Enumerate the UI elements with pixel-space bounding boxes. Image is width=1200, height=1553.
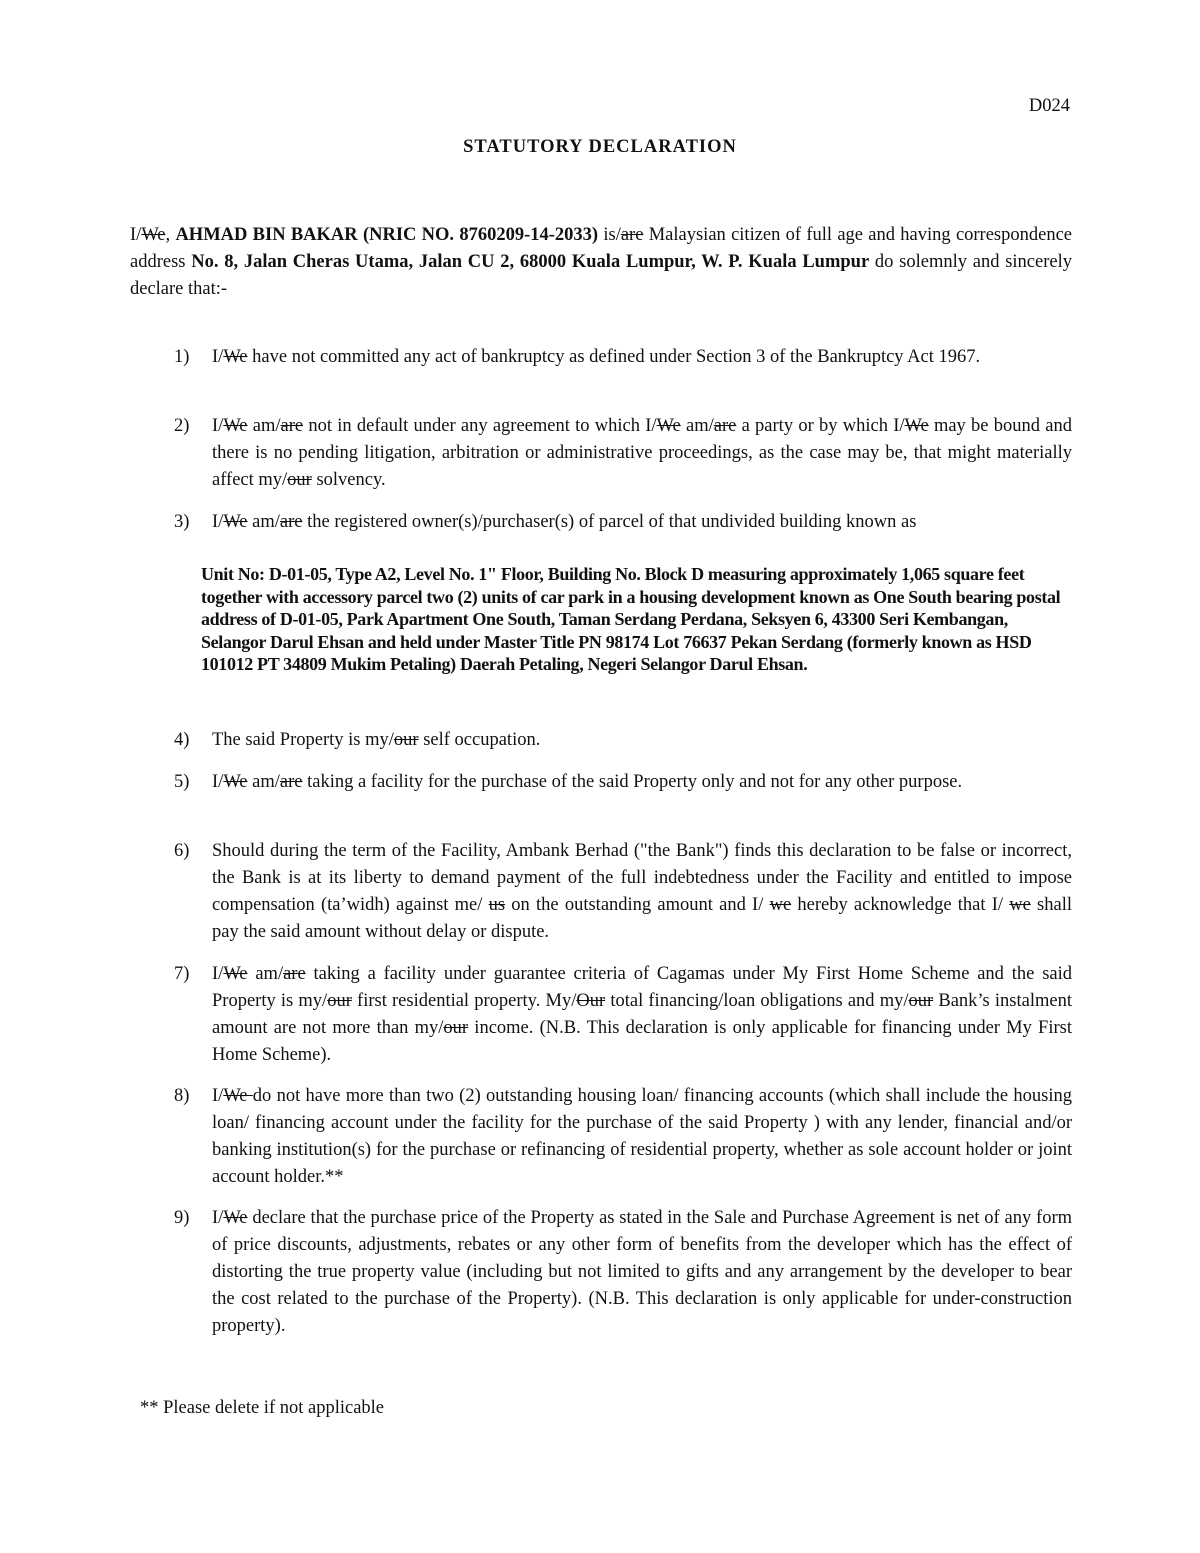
struck-option: our	[327, 991, 352, 1011]
item-text: The said Property is my/	[212, 730, 394, 750]
item-text: I/	[212, 964, 224, 984]
struck-option: Our	[576, 991, 606, 1011]
struck-option: are	[279, 512, 303, 532]
struck-option: we	[769, 895, 792, 915]
intro-paragraph	[130, 222, 1072, 303]
struck-option: We	[223, 347, 248, 367]
declaration-item-3	[130, 509, 1072, 536]
item-text: hereby acknowledge that I/	[791, 895, 1010, 915]
declaration-item-6	[130, 838, 1072, 946]
item-text: I/	[212, 772, 224, 792]
item-text: am/	[247, 416, 281, 436]
struck-option: We	[223, 772, 248, 792]
item-text: Should during the term of the Facility, Ambank Berhad ("the Bank") finds this declaration to be false or incorrect, the Bank is at its liberty to demand payment of the full indebtedness under the Facility and entitled to impose compensation (ta’widh) against me/	[212, 841, 1072, 915]
intro-text: Malaysian citizen of full age and having correspondence address	[130, 225, 1073, 272]
struck-option: our	[287, 470, 312, 490]
document-code: D024	[1028, 96, 1070, 116]
intro-text: do solemnly and sincerely declare that:-	[130, 252, 1072, 299]
item-number: 8)	[174, 1086, 190, 1106]
item-text: I/	[212, 1208, 224, 1228]
declaration-item-4	[130, 727, 1072, 754]
struck-option: are	[280, 416, 304, 436]
declaration-item-5	[130, 769, 1072, 796]
struck-option: are	[620, 225, 644, 245]
struck-option: are	[713, 416, 737, 436]
struck-option: We	[223, 1086, 253, 1106]
struck-option: We	[223, 1208, 248, 1228]
struck-option: our	[908, 991, 934, 1011]
struck-option: We	[656, 416, 681, 436]
struck-option: We	[223, 964, 248, 984]
item-text: income. (N.B. This declaration is only applicable for financing under My First Home Scheme).	[212, 1018, 1072, 1065]
declaration-item-2	[130, 413, 1072, 494]
item-text: shall pay the said amount without delay or dispute.	[212, 895, 1072, 942]
item-text: on the outstanding amount and I/	[505, 895, 770, 915]
footnote: ** Please delete if not applicable	[140, 1398, 385, 1418]
correspondence-address: No. 8, Jalan Cheras Utama, Jalan CU 2, 68000 Kuala Lumpur, W. P. Kuala Lumpur	[191, 252, 870, 272]
item-text: I/	[212, 1086, 224, 1106]
declarant-name: AHMAD BIN BAKAR (NRIC NO. 8760209-14-2033)	[175, 225, 599, 245]
struck-option: are	[279, 772, 303, 792]
item-text: the registered owner(s)/purchaser(s) of parcel of that undivided building known as	[302, 512, 917, 532]
item-number: 3)	[174, 512, 190, 532]
item-text: am/	[680, 416, 714, 436]
item-text: have not committed any act of bankruptcy as defined under Section 3 of the Bankruptcy Act 1967.	[247, 347, 981, 367]
declaration-item-1	[130, 344, 1072, 371]
item-text: solvency.	[311, 470, 386, 490]
item-text: am/	[247, 772, 280, 792]
document-title: STATUTORY DECLARATION	[463, 137, 737, 157]
struck-option: us	[488, 895, 506, 915]
struck-option: We	[223, 416, 248, 436]
item-text: declare that the purchase price of the Property as stated in the Sale and Purchase Agreement is net of any form of price discounts, adjustments, rebates or any other form of benefits from the developer which has the effect of distorting the true property value (including but not limited to gifts and any arrangement by the developer to bear the cost related to the purchase of the Property). (N.B. This declaration is only applicable for under-construction property).	[212, 1208, 1072, 1336]
declaration-item-9	[130, 1205, 1072, 1340]
item-text: total financing/loan obligations and my/	[605, 991, 909, 1011]
item-text: may be bound and there is no pending litigation, arbitration or administrative proceedings, as the case may be, that might materially affect my/	[212, 416, 1072, 490]
item-number: 1)	[174, 347, 190, 367]
item-text: taking a facility for the purchase of the said Property only and not for any other purpose.	[302, 772, 963, 792]
struck-option: are	[283, 964, 306, 984]
item-text: not in default under any agreement to which I/	[303, 416, 657, 436]
item-number: 2)	[174, 416, 190, 436]
item-text: I/	[212, 347, 224, 367]
item-text: a party or by which I/	[736, 416, 905, 436]
struck-option: our	[393, 730, 419, 750]
item-text: am/	[247, 964, 284, 984]
item-text: I/	[212, 416, 224, 436]
item-text: am/	[247, 512, 280, 532]
declaration-item-8	[130, 1083, 1072, 1191]
intro-text: I/	[130, 225, 142, 245]
item-number: 4)	[174, 730, 190, 750]
item-number: 5)	[174, 772, 190, 792]
item-text: I/	[212, 512, 224, 532]
item-text: Bank’s instalment amount are not more than my/	[212, 991, 1072, 1038]
struck-option: We	[904, 416, 929, 436]
item-text: self occupation.	[418, 730, 541, 750]
item-number: 7)	[174, 964, 190, 984]
intro-text: ,	[165, 225, 176, 245]
item-text: taking a facility under guarantee criteria of Cagamas under My First Home Scheme and the said Property is my/	[212, 964, 1072, 1011]
declaration-item-7	[130, 961, 1072, 1069]
property-description: Unit No: D-01-05, Type A2, Level No. 1" Floor, Building No. Block D measuring approximately 1,065 square feet together with accessory parcel two (2) units of car park in a housing development known as One South bearing postal address of D-01-05, Park Apartment One South, Taman Serdang Perdana, Seksyen 6, 43300 Seri Kembangan, Selangor Darul Ehsan and held under Master Title PN 98174 Lot 76637 Pekan Serdang (formerly known as HSD 101012 PT 34809 Mukim Petaling) Daerah Petaling, Negeri Selangor Darul Ehsan.	[201, 564, 1061, 674]
struck-option: We	[141, 225, 166, 245]
struck-option: we	[1009, 895, 1031, 915]
item-number: 6)	[174, 841, 190, 861]
intro-text: is/	[598, 225, 621, 245]
item-text: do not have more than two (2) outstanding housing loan/ financing accounts (which shall include the housing loan/ financing account under the facility for the purchase of the said Property ) with any lender, financial and/or banking institution(s) for the purchase or refinancing of residential property, whether as sole account holder or joint account holder.**	[212, 1086, 1072, 1187]
item-text: first residential property. My/	[351, 991, 577, 1011]
struck-option: our	[443, 1018, 469, 1038]
struck-option: We	[223, 512, 248, 532]
item-number: 9)	[174, 1208, 190, 1228]
